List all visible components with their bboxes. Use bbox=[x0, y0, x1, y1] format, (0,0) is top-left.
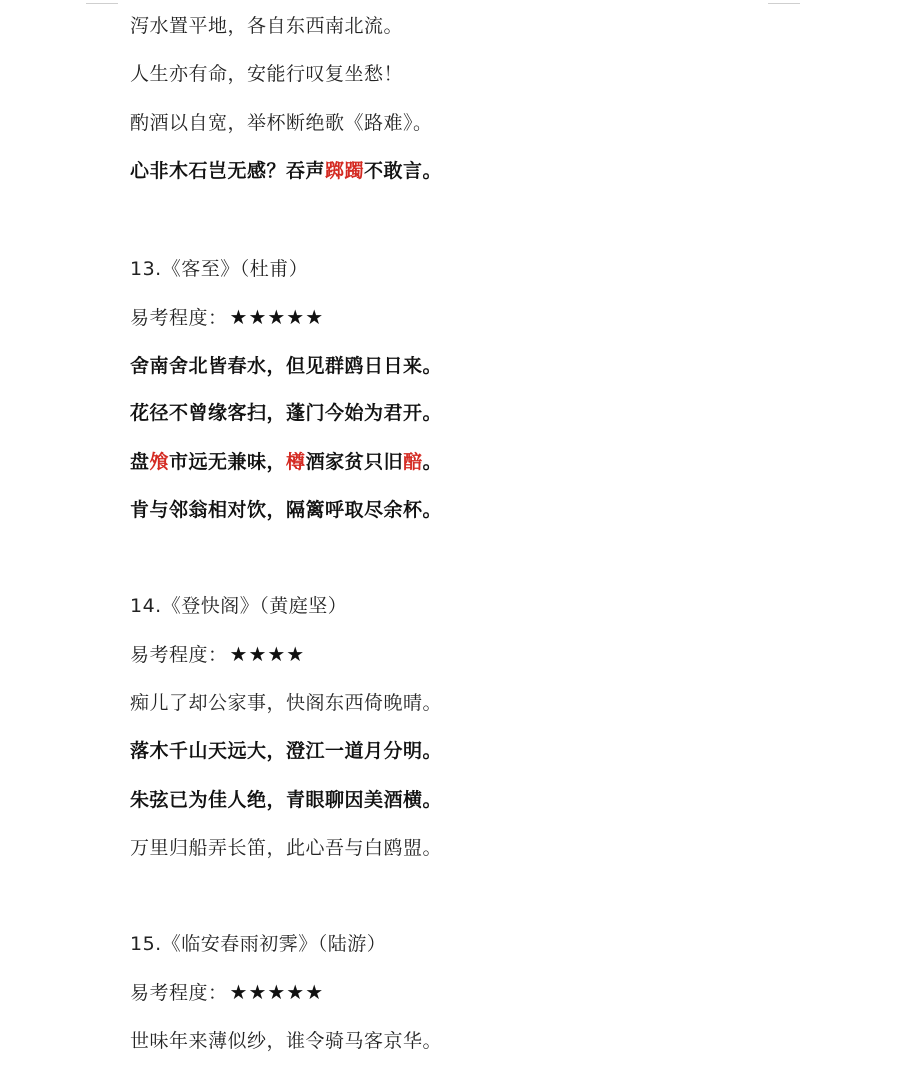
page-corner-mark-left bbox=[86, 0, 118, 4]
highlighted-word: 飧 bbox=[149, 451, 170, 473]
poem-line: 酌酒以自宽，举杯断绝歌《路难》。 bbox=[130, 112, 433, 134]
line-segment: 酒家贫只旧 bbox=[305, 451, 404, 473]
poem-line: 痴儿了却公家事，快阁东西倚晚晴。 bbox=[130, 692, 443, 714]
star-rating-icon: ★★★★★ bbox=[229, 980, 325, 1004]
poem-line-key: 舍南舍北皆春水，但见群鸥日日来。 bbox=[130, 355, 443, 377]
star-rating-icon: ★★★★ bbox=[229, 642, 306, 666]
highlighted-word: 踯躅 bbox=[325, 160, 365, 182]
poem-title: 14.《登快阁》（黄庭坚） bbox=[130, 595, 348, 617]
poem-line: 泻水置平地，各自东西南北流。 bbox=[130, 15, 404, 37]
poem-line: 人生亦有命，安能行叹复坐愁！ bbox=[130, 63, 404, 85]
poem-line-key: 花径不曾缘客扫，蓬门今始为君开。 bbox=[130, 402, 443, 424]
poem-line: 万里归船弄长笛，此心吾与白鸥盟。 bbox=[130, 837, 443, 859]
line-segment: 市远无兼味， bbox=[169, 451, 287, 473]
difficulty-label: 易考程度： bbox=[130, 307, 228, 329]
highlighted-word: 樽 bbox=[286, 451, 306, 473]
page-corner-mark-right bbox=[768, 0, 800, 4]
poem-line: 世味年来薄似纱，谁令骑马客京华。 bbox=[130, 1030, 443, 1052]
poem-line-key: 落木千山天远大，澄江一道月分明。 bbox=[130, 740, 443, 762]
highlighted-word: 醅 bbox=[403, 451, 423, 473]
poem-title: 13.《客至》（杜甫） bbox=[130, 258, 309, 280]
difficulty-rating bbox=[130, 301, 324, 333]
line-segment: 心非木石岂无感？吞声 bbox=[130, 160, 326, 182]
difficulty-rating bbox=[130, 976, 324, 1008]
star-rating-icon: ★★★★★ bbox=[229, 305, 325, 329]
poem-title: 15.《临安春雨初霁》（陆游） bbox=[130, 933, 387, 955]
difficulty-label: 易考程度： bbox=[130, 644, 228, 666]
poem-line-key bbox=[130, 155, 442, 187]
difficulty-rating bbox=[130, 638, 305, 670]
difficulty-label: 易考程度： bbox=[130, 982, 228, 1004]
poem-line-key: 朱弦已为佳人绝，青眼聊因美酒横。 bbox=[130, 789, 443, 811]
poem-line-key: 肯与邻翁相对饮，隔篱呼取尽余杯。 bbox=[130, 499, 443, 521]
line-segment: 不敢言。 bbox=[364, 160, 443, 182]
line-segment: 盘 bbox=[130, 451, 150, 473]
line-segment: 。 bbox=[422, 451, 443, 473]
poem-line-key bbox=[130, 446, 442, 478]
